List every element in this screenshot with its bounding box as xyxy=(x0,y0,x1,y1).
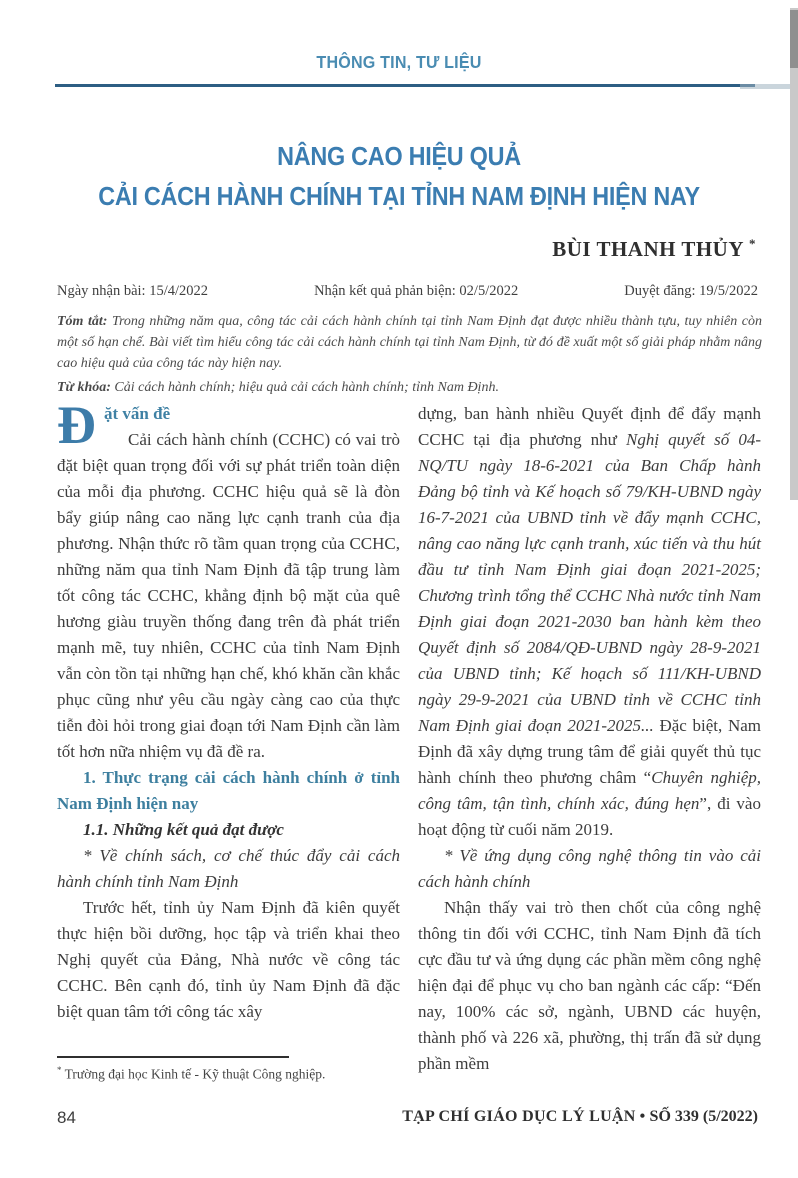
journal-name: TẠP CHÍ GIÁO DỤC LÝ LUẬN xyxy=(402,1108,636,1125)
article-dates xyxy=(57,283,758,300)
section-label: THÔNG TIN, TƯ LIỆU xyxy=(316,52,482,72)
journal-issue: SỐ 339 (5/2022) xyxy=(649,1108,758,1125)
section-heading-1: 1. Thực trạng cải cách hành chính ở tỉnh Nam Định hiện nay xyxy=(57,768,400,813)
abstract-label: Tóm tắt: xyxy=(57,314,108,329)
intro-text: Cải cách hành chính (CCHC) có vai trò đặt biệt quan trọng đối với sự phát triển toàn diện của mỗi địa phương. CCHC hiệu quả sẽ là đòn bẩy giúp nâng cao năng lực cạnh tranh của địa phương. Nhận thức rõ tầm quan trọng của CCHC, những năm qua tỉnh Nam Định đã tập trung làm tốt công tác CCHC, khẳng định bộ mặt của quê hương giàu truyền thống đang trên đà phát triển mạnh mẽ, tuy nhiên, CCHC của tỉnh Nam Định vẫn còn tồn tại những hạn chế, khó khăn cần khắc phục cũng như yêu cầu ngày càng cao của thực tiễn đòi hỏi trong giai đoạn tới Nam Định cần làm tốt hơn nữa nhiệm vụ đã đề ra. xyxy=(57,430,400,761)
abstract-paragraph xyxy=(57,311,762,374)
italic-note-policy: * Về chính sách, cơ chế thúc đẩy cải cách hành chính tỉnh Nam Định xyxy=(57,846,400,891)
date-approved: Duyệt đăng: 19/5/2022 xyxy=(624,283,758,299)
date-reviewed: Nhận kết quả phản biện: 02/5/2022 xyxy=(314,283,519,299)
footnote-text-line xyxy=(57,1065,407,1083)
footnote-marker: * xyxy=(57,1065,62,1075)
scan-edge-artifact xyxy=(790,8,798,500)
left-column xyxy=(57,395,400,1077)
keywords-text: Cải cách hành chính; hiệu quả cải cách hành chính; tỉnh Nam Định. xyxy=(110,380,499,395)
article-body xyxy=(57,395,761,1077)
paragraph: Nhận thấy vai trò then chốt của công nghệ thông tin đối với CCHC, tỉnh Nam Định đã tích cực đầu tư và ứng dụng các phần mềm công nghệ hiện đại để phục vụ cho ban ngành các cấp: “Đến nay, 100% các sở, ngành, UBND các huyện, thành phố và 226 xã, phường, thị trấn đã sử dụng phần mềm xyxy=(418,898,761,1073)
right-column xyxy=(418,401,761,1077)
footnote-text: Trường đại học Kinh tế - Kỹ thuật Công nghiệp. xyxy=(61,1066,326,1082)
paragraph-continuation: dựng, ban hành nhiều Quyết định để đẩy mạnh CCHC tại địa phương như Nghị quyết số 04-NQ/TU ngày 18-6-2021 của Ban Chấp hành Đảng bộ tỉnh và Kế hoạch số 79/KH-UBND ngày 16-7-2021 của UBND tỉnh về đẩy mạnh CCHC, nâng cao năng lực cạnh tranh, xúc tiến và thu hút đầu tư tỉnh Nam Định giai đoạn 2021-2025; Chương trình tổng thể CCHC Nhà nước tỉnh Nam Định giai đoạn 2021-2030 ban hành kèm theo Quyết định số 2084/QĐ-UBND ngày 28-9-2021 của UBND tỉnh; Kế hoạch số 111/KH-UBND ngày 29-9-2021 của UBND tỉnh về CCHC tỉnh Nam Định giai đoạn 2021-2025... Đặc biệt, Nam Định đã xây dựng trung tâm để giải quyết thủ tục hành chính theo phương châm “Chuyên nghiệp, công tâm, tận tình, chính xác, đúng hẹn”, đi vào hoạt động từ cuối năm 2019. xyxy=(418,404,761,839)
author-name: BÙI THANH THỦY * xyxy=(552,236,756,261)
keywords-paragraph xyxy=(57,377,762,398)
page-number: 84 xyxy=(57,1108,76,1127)
article-title-line2: CẢI CÁCH HÀNH CHÍNH TẠI TỈNH NAM ĐỊNH HIỆN NAY xyxy=(98,181,700,211)
article-title xyxy=(40,136,758,216)
italic-note-it: * Về ứng dụng công nghệ thông tin vào cải cách hành chính xyxy=(418,846,761,891)
subsection-heading-1-1: 1.1. Những kết quả đạt được xyxy=(83,820,284,839)
footer-separator: • xyxy=(639,1108,646,1125)
keywords-label: Từ khóa: xyxy=(57,380,111,395)
abstract-text: Trong những năm qua, công tác cải cách hành chính tại tỉnh Nam Định đạt được nhiều thành tựu, tuy nhiên còn một số hạn chế. Bài viết tìm hiểu công tác cải cách hành chính tại tỉnh Nam Định, từ đó đề xuất một số giải pháp nhằm nâng cao hiệu quả của công tác này hiện nay. xyxy=(57,314,762,371)
article-title-line1: NÂNG CAO HIỆU QUẢ xyxy=(277,141,521,171)
intro-paragraph xyxy=(57,395,400,765)
header-rule xyxy=(55,84,755,87)
abstract-block xyxy=(57,311,762,398)
intro-heading: ặt vấn đề xyxy=(104,404,171,423)
date-received: Ngày nhận bài: 15/4/2022 xyxy=(57,283,209,299)
journal-footer xyxy=(402,1108,758,1126)
footnote xyxy=(57,1056,407,1083)
footnote-rule xyxy=(57,1056,289,1058)
scan-smudge xyxy=(740,84,792,89)
author-footnote-mark: * xyxy=(749,236,756,251)
dropcap-letter: Đ xyxy=(57,395,96,455)
paragraph: Trước hết, tỉnh ủy Nam Định đã kiên quyết thực hiện bồi dưỡng, học tập và triển khai theo Nghị quyết của Đảng, Nhà nước về công tác CCHC. Bên cạnh đó, tỉnh ủy Nam Định đã đặc biệt quan tâm tới công tác xây xyxy=(57,898,400,1021)
scan-edge-artifact-dark xyxy=(790,10,798,68)
